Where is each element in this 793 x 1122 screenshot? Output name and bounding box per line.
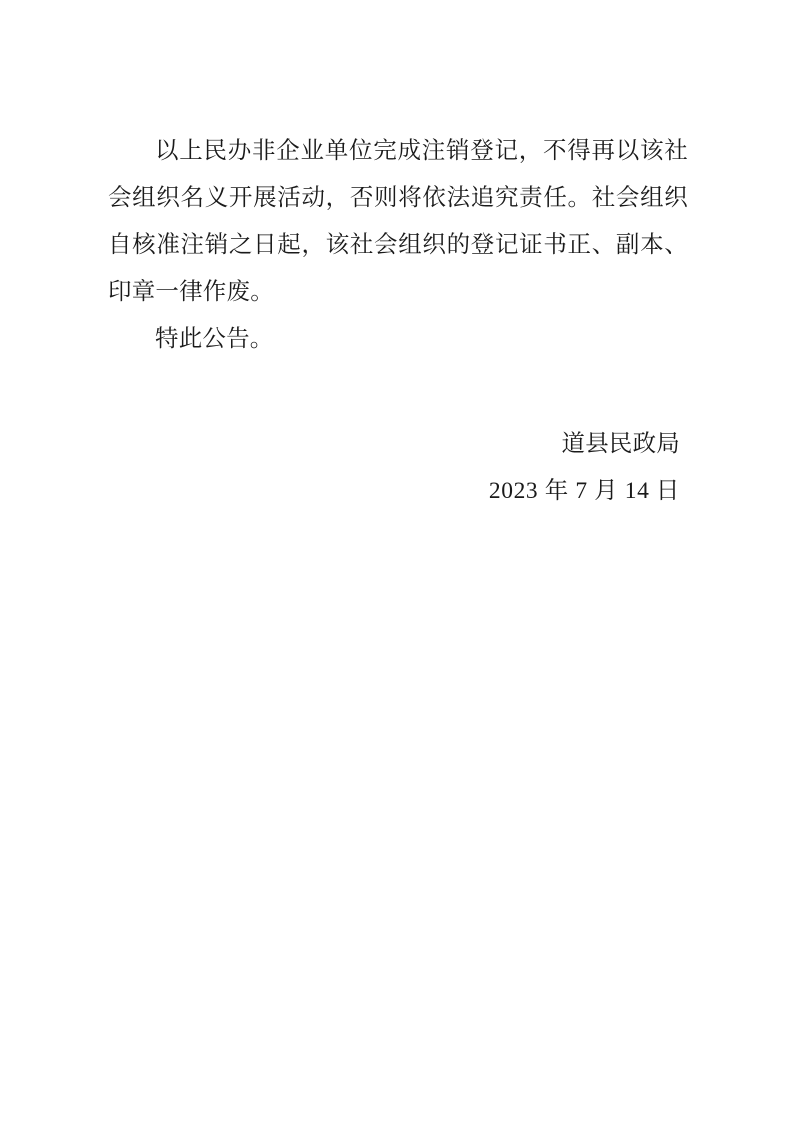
paragraph-1: 以上民办非企业单位完成注销登记，不得再以该社会组织名义开展活动，否则将依法追究责任。社会组织自核准注销之日起，该社会组织的登记证书正、副本、印章一律作废。 [108,138,688,305]
paragraph-2: 特此公告。 [155,326,274,352]
signature-date: 2023 年 7 月 14 日 [488,478,680,504]
signature-issuer: 道县民政局 [561,431,680,457]
signature-block [108,421,688,515]
document-body [108,128,688,515]
